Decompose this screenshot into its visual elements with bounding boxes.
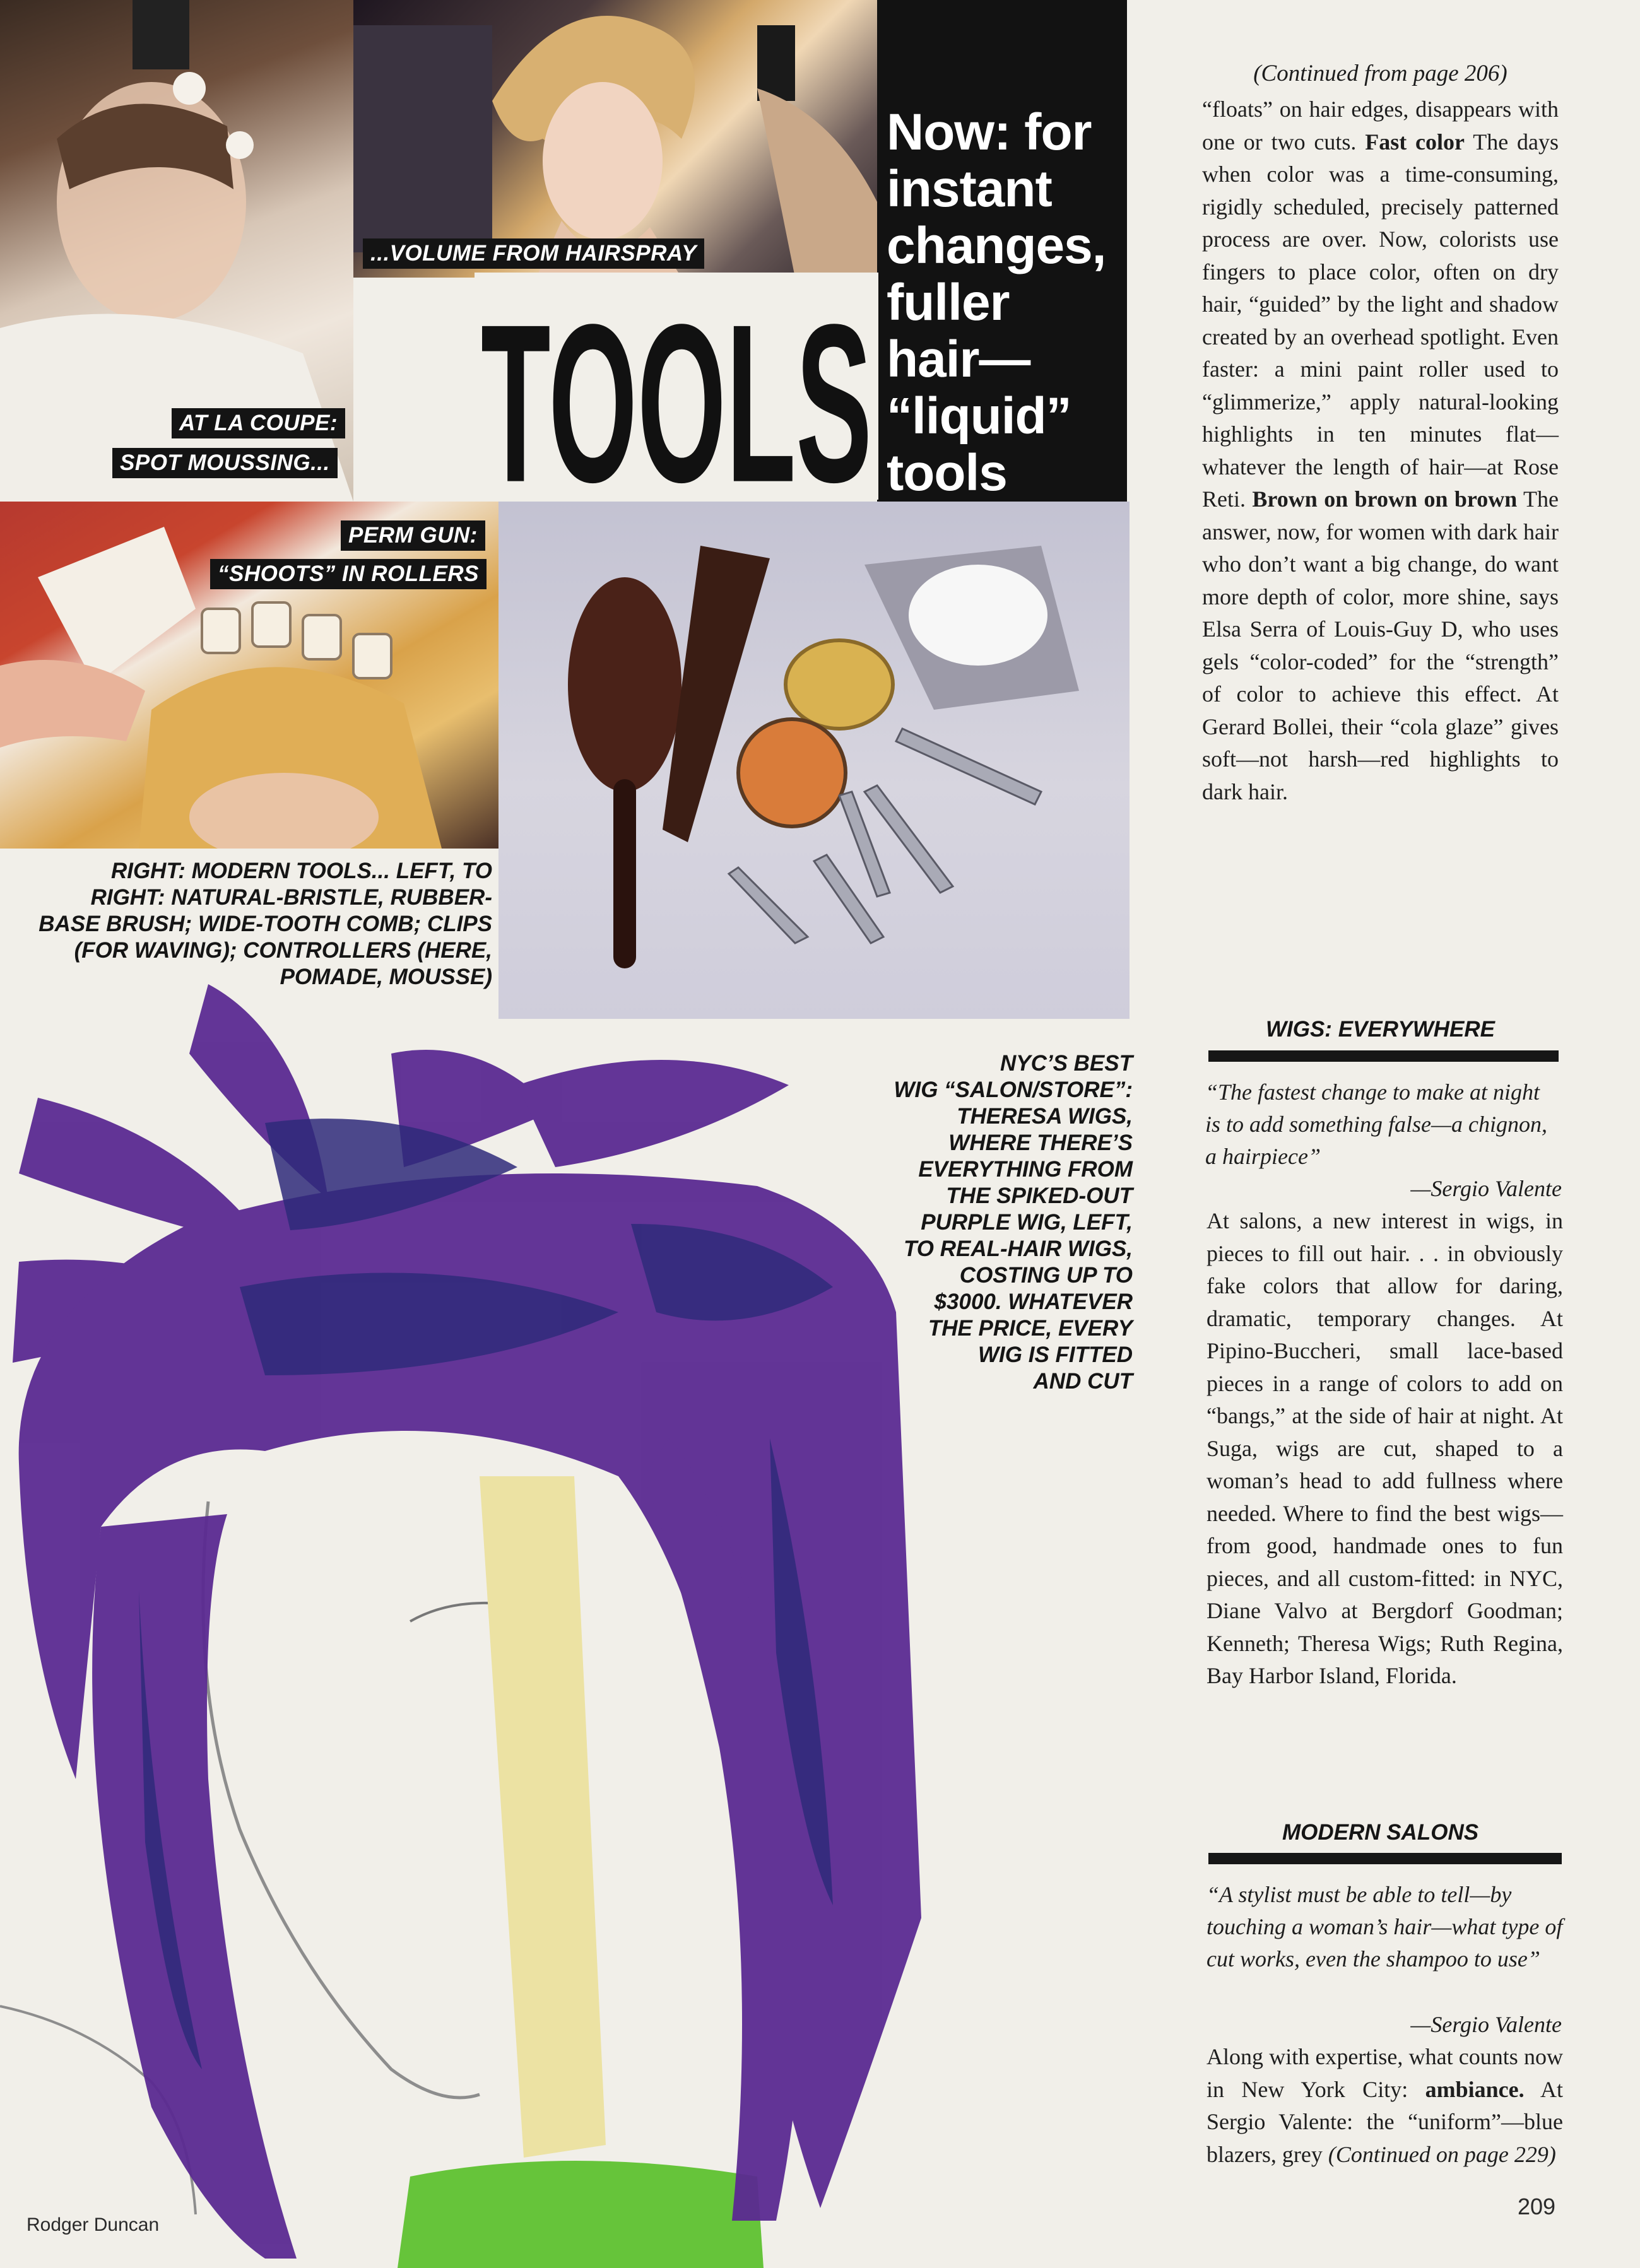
continued-on: (Continued on page 229): [1328, 2141, 1556, 2167]
caption-line: BASE BRUSH; WIDE-TOOTH COMB; CLIPS: [38, 912, 492, 936]
wigs-quote: “The fastest change to make at night is to add something false—a chignon, a hairpiece”: [1205, 1079, 1547, 1169]
headline-deck: [887, 104, 1130, 502]
salons-text: [1206, 2041, 1563, 2171]
tools-word: TOOLS: [481, 277, 872, 500]
caption-line: THE SPIKED-OUT: [946, 1184, 1133, 1208]
wigs-rule: [1208, 1050, 1559, 1062]
brown-head: Brown on brown on brown: [1252, 486, 1518, 512]
page-number: 209: [1518, 2194, 1556, 2219]
photo-perm-gun-art: [0, 502, 498, 849]
caption-line: NYC’S BEST: [1000, 1051, 1133, 1076]
intro-text: “floats” on hair edges, disappears with one or two cuts.: [1202, 97, 1559, 155]
caption-line: $3000. WHATEVER: [934, 1290, 1133, 1314]
caption-line: COSTING UP TO: [959, 1263, 1133, 1288]
caption-line: PURPLE WIG, LEFT,: [921, 1210, 1133, 1235]
caption-perm-gun: PERM GUN:: [341, 520, 485, 551]
photo-perm-gun: [0, 502, 498, 849]
caption-line: WIG “SALON/STORE”:: [894, 1078, 1133, 1102]
green-collar: [398, 2161, 764, 2268]
caption-shoots-rollers: “SHOOTS” IN ROLLERS: [210, 559, 487, 589]
salons-quote: “A stylist must be able to tell—by touching a woman’s hair—what type of cut works, even the shampoo to use”: [1206, 1882, 1563, 1971]
caption-line: POMADE, MOUSSE): [280, 965, 492, 989]
photo-tools: [498, 502, 1130, 1019]
salons-rule: [1208, 1853, 1562, 1864]
wigs-heading: WIGS: EVERYWHERE: [1265, 1017, 1495, 1042]
wigs-attribution: —Sergio Valente: [1410, 1176, 1562, 1201]
caption-la-coupe: AT LA COUPE:: [172, 408, 345, 438]
article-body-1: [1202, 93, 1559, 808]
caption-line: THE PRICE, EVERY: [928, 1316, 1133, 1341]
headline-line: Now: for: [887, 103, 1092, 161]
salons-text-after: At Sergio Valente: the “uniform”—blue blazers, grey: [1206, 2076, 1564, 2167]
photo-hairspray-art: [353, 0, 877, 278]
fast-color-head: Fast color: [1365, 129, 1465, 155]
tools-wordmark: [475, 273, 878, 500]
caption-line: AND CUT: [1033, 1369, 1133, 1394]
photo-tools-art: [498, 502, 1130, 1019]
caption-spot-moussing: SPOT MOUSSING...: [112, 448, 338, 478]
illustrator-credit: Rodger Duncan: [27, 2214, 160, 2235]
caption-line: RIGHT: MODERN TOOLS... LEFT, TO: [110, 859, 492, 883]
salons-text-before: Along with expertise, what counts now in New York City:: [1206, 2044, 1563, 2102]
purple-wig-illustration: [0, 959, 972, 2268]
salons-attribution: —Sergio Valente: [1410, 2012, 1562, 2037]
yellow-stripe: [480, 1476, 606, 2158]
caption-line: WIG IS FITTED: [978, 1343, 1133, 1367]
caption-line: WHERE THERE’S: [948, 1131, 1133, 1155]
tools-word-panel: [475, 273, 878, 500]
headline-line: changes,: [887, 217, 1106, 274]
headline-line: hair—: [887, 331, 1030, 388]
caption-line: THERESA WIGS,: [957, 1104, 1133, 1129]
headline-line: instant: [887, 160, 1052, 218]
brown-text: The answer, now, for women with dark hair who don’t want a big change, do want more depth of color, more shine, says Elsa Serra of Louis-Guy D, who uses gels “color-coded” for the “strength” of color to achieve this effect. At Gerard Bollei, their “cola glaze” gives soft—not harsh—red highlights to dark hair.: [1202, 486, 1559, 804]
headline-line: fuller: [887, 274, 1010, 331]
caption-line: TO REAL-HAIR WIGS,: [904, 1237, 1133, 1261]
headline-line: tools: [887, 444, 1007, 502]
caption-volume-hairspray: ...VOLUME FROM HAIRSPRAY: [363, 238, 704, 269]
caption-line: EVERYTHING FROM: [918, 1157, 1133, 1182]
salons-text-bold: ambiance.: [1425, 2076, 1525, 2102]
caption-line: (FOR WAVING); CONTROLLERS (HERE,: [74, 938, 492, 963]
salons-heading: MODERN SALONS: [1282, 1820, 1479, 1845]
caption-line: RIGHT: NATURAL-BRISTLE, RUBBER-: [90, 885, 492, 910]
face-outline: [203, 1501, 480, 2098]
fast-color-text: The days when color was a time-consuming, rigidly scheduled, precisely patterned process are over. Now, colorists use fingers to place color, often on dry hair, “guided” by the light and shadow created by an overhead spotlight. Even faster: a mini paint roller used to “glimmerize,” apply natural-looking highlights in ten minutes flat—whatever the length of hair—at Rose Reti.: [1202, 129, 1559, 512]
wigs-text: At salons, a new interest in wigs, in pieces to fill out hair. . . in obviously fake colors that allow for daring, dramatic, temporary changes. At Pipino-Buccheri, small lace-based pieces in a range of colors to add on “bangs,” at the side of hair at night. At Suga, wigs are cut, shaped to a woman’s head to add fullness where needed. Where to find the best wigs—from good, handmade ones to fun pieces, and all custom-fitted: in NYC, Diane Valvo at Bergdorf Goodman; Kenneth; Theresa Wigs; Ruth Regina, Bay Harbor Island, Florida.: [1206, 1208, 1563, 1688]
continued-from: (Continued from page 206): [1253, 61, 1507, 86]
headline-line: “liquid”: [887, 387, 1071, 445]
photo-hairspray: [353, 0, 877, 278]
